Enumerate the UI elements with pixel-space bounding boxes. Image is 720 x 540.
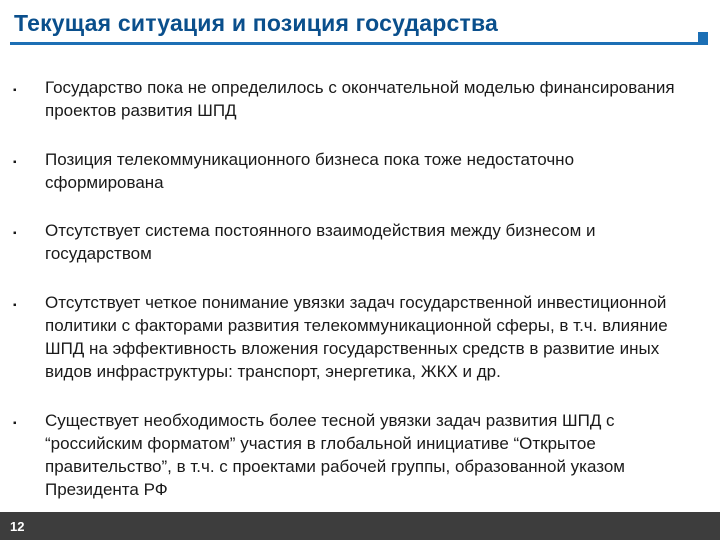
bullet-marker-icon: ▪: [13, 157, 17, 168]
bullet-item: [0, 409, 720, 501]
bullet-text: Существует необходимость более тесной увязки задач развития ШПД с “российским форматом” участия в глобальной инициативе “Открытое правительство”, в т.ч. с проектами рабочей группы, образованной указом Президента РФ: [45, 411, 625, 499]
bullet-marker-icon: ▪: [13, 228, 17, 239]
bullet-text: Позиция телекоммуникационного бизнеса пока тоже недостаточно сформирована: [45, 150, 575, 192]
title-corner-accent: [698, 32, 708, 45]
page-number: 12: [10, 519, 25, 534]
title-underline: [10, 42, 708, 45]
bullet-marker-icon: ▪: [13, 418, 17, 429]
bullet-text: Отсутствует система постоянного взаимодействия между бизнесом и государством: [45, 221, 596, 263]
bullet-marker-icon: ▪: [13, 85, 17, 96]
footer-bar: [0, 512, 720, 540]
bullet-text: Отсутствует четкое понимание увязки задач государственной инвестиционной политики с факторами развития телекоммуникационной сферы, в т.ч. влияние ШПД на эффективность вложения государственных средств в развитие иных видов инфраструктуры: транспорт, энергетика, ЖКХ и др.: [45, 293, 668, 381]
bullet-item: [0, 291, 720, 383]
bullet-item: [0, 76, 720, 122]
bullet-text: Государство пока не определилось с окончательной моделью финансирования проектов развития ШПД: [45, 78, 675, 120]
bullet-marker-icon: ▪: [13, 300, 17, 311]
bullet-list: [0, 76, 720, 528]
slide-title: Текущая ситуация и позиция государства: [14, 10, 499, 36]
bullet-item: [0, 148, 720, 194]
bullet-item: [0, 219, 720, 265]
